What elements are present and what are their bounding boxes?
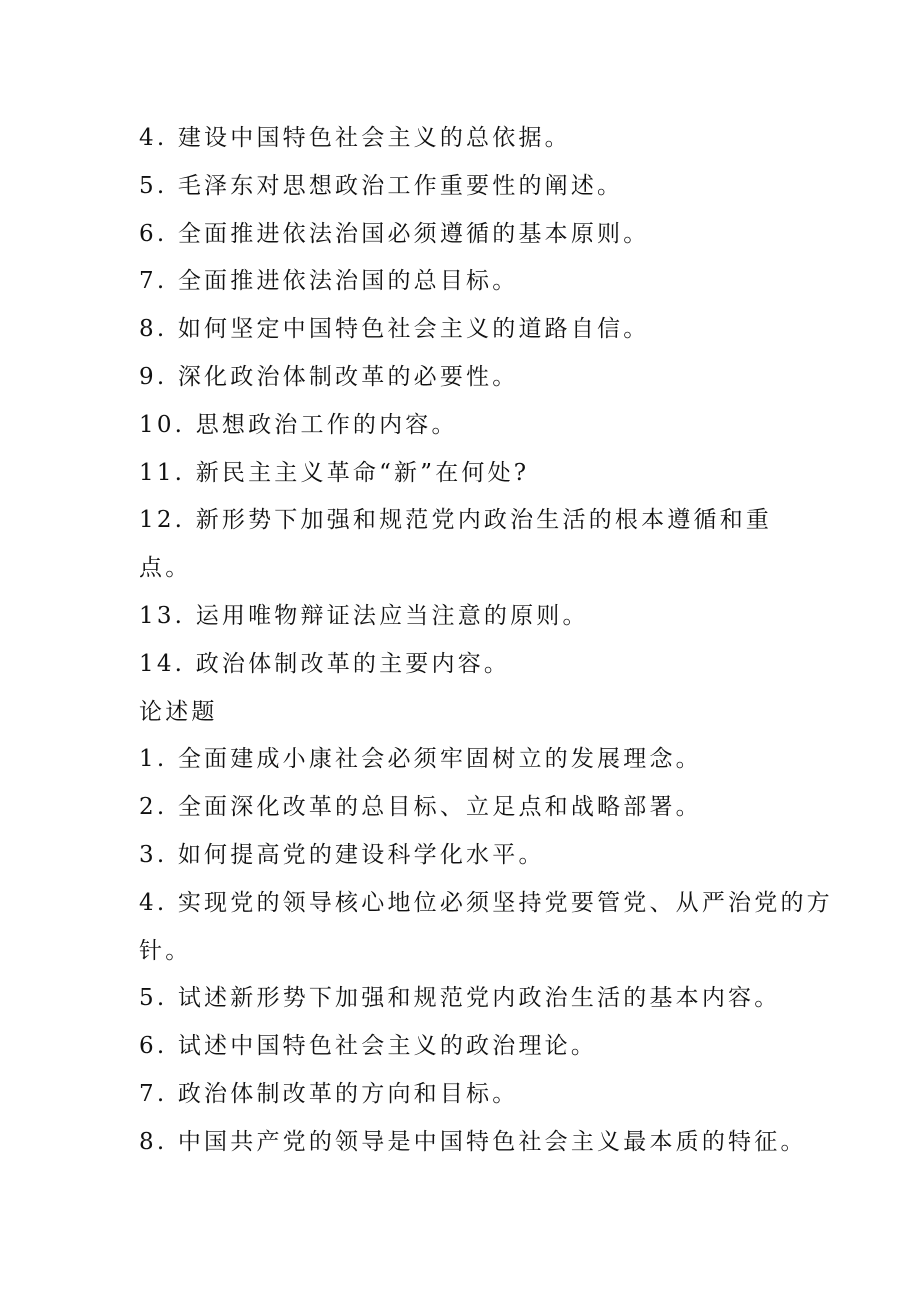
question-line: 2. 全面深化改革的总目标、立足点和战略部署。 (139, 794, 702, 821)
question-line: 6. 全面推进依法治国必须遵循的基本原则。 (139, 220, 650, 247)
question-line: 13. 运用唯物辩证法应当注意的原则。 (139, 602, 589, 629)
question-line: 5. 毛泽东对思想政治工作重要性的阐述。 (139, 172, 624, 199)
question-line-continuation: 点。 (139, 555, 192, 582)
question-line: 1. 全面建成小康社会必须牢固树立的发展理念。 (139, 746, 702, 773)
question-line: 8. 如何坚定中国特色社会主义的道路自信。 (139, 316, 650, 343)
question-line: 4. 建设中国特色社会主义的总依据。 (139, 125, 571, 151)
question-line: 11. 新民主主义革命“新”在何处? (139, 459, 530, 486)
question-line: 7. 全面推进依法治国的总目标。 (139, 268, 519, 295)
question-line: 14. 政治体制改革的主要内容。 (139, 650, 511, 677)
document-body (139, 115, 833, 1167)
question-line: 5. 试述新形势下加强和规范党内政治生活的基本内容。 (139, 985, 781, 1012)
question-line: 6. 试述中国特色社会主义的政治理论。 (139, 1033, 598, 1060)
question-line: 4. 实现党的领导核心地位必须坚持党要管党、从严治党的方 (139, 889, 833, 916)
question-line: 8. 中国共产党的领导是中国特色社会主义最本质的特征。 (139, 1128, 807, 1155)
question-line: 9. 深化政治体制改革的必要性。 (139, 363, 519, 390)
question-line: 12. 新形势下加强和规范党内政治生活的根本遵循和重 (139, 507, 773, 534)
question-line-continuation: 针。 (139, 937, 192, 964)
question-line: 7. 政治体制改革的方向和目标。 (139, 1080, 519, 1107)
question-line: 3. 如何提高党的建设科学化水平。 (139, 841, 545, 868)
question-line: 10. 思想政治工作的内容。 (139, 411, 458, 438)
section-heading: 论述题 (139, 698, 218, 725)
